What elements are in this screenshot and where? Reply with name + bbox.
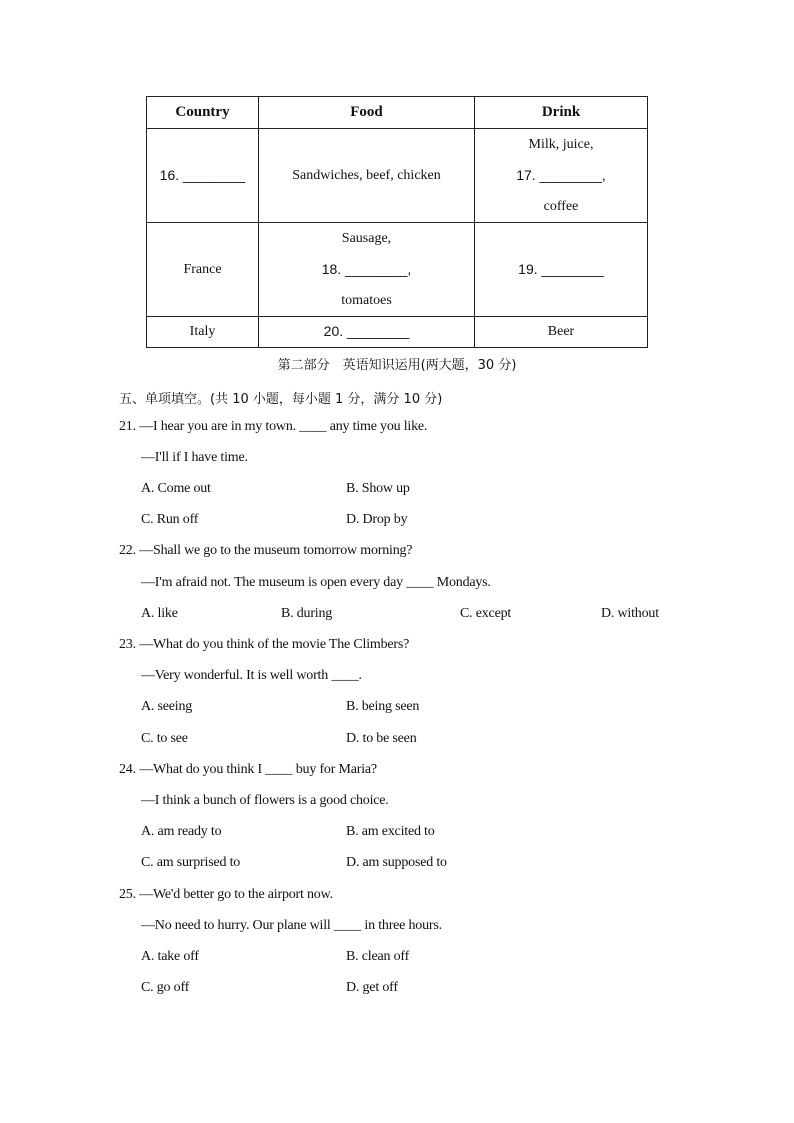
part-title: 第二部分 英语知识运用(两大题，30 分)	[277, 358, 517, 373]
option-c[interactable]: C. to see	[141, 731, 188, 746]
food-cell	[259, 317, 475, 348]
option-c[interactable]: C. Run off	[141, 512, 199, 527]
blank-16: 16. ________	[159, 167, 246, 183]
option-c[interactable]: C. except	[460, 606, 512, 621]
option-d[interactable]: D. get off	[346, 980, 398, 995]
drink-text: coffee	[543, 199, 579, 214]
option-c[interactable]: C. am surprised to	[141, 855, 241, 870]
option-d[interactable]: D. without	[601, 606, 659, 621]
option-a[interactable]: A. take off	[141, 949, 199, 964]
question-reply: —Very wonderful. It is well worth ____.	[141, 668, 362, 683]
table-row	[147, 317, 648, 348]
question-reply: —I'm afraid not. The museum is open every day ____ Mondays.	[141, 575, 491, 590]
question-stem: 22. —Shall we go to the museum tomorrow morning?	[119, 543, 413, 558]
section-title: 五、单项填空。(共 10 小题，每小题 1 分，满分 10 分)	[119, 392, 443, 407]
table-row	[147, 129, 648, 223]
country-cell	[147, 223, 259, 317]
drink-cell	[475, 317, 648, 348]
option-a[interactable]: A. like	[141, 606, 178, 621]
blank-20: 20. ________	[323, 323, 410, 339]
table-row	[147, 223, 648, 317]
question-stem: 23. —What do you think of the movie The Climbers?	[119, 637, 410, 652]
drink-text: Milk, juice,	[528, 137, 594, 152]
food-cell	[259, 129, 475, 223]
header-food: Food	[259, 97, 475, 129]
blank-19: 19. ________	[518, 261, 604, 277]
drink-cell	[475, 129, 648, 223]
country-cell	[147, 317, 259, 348]
blank-18: 18. ________,	[321, 261, 412, 277]
option-d[interactable]: D. am supposed to	[346, 855, 447, 870]
food-text: Sandwiches, beef, chicken	[292, 168, 441, 183]
country-cell	[147, 129, 259, 223]
option-b[interactable]: B. am excited to	[346, 824, 435, 839]
table-header-row	[147, 97, 648, 129]
question-reply: —I think a bunch of flowers is a good choice.	[141, 793, 389, 808]
food-cell	[259, 223, 475, 317]
blank-17: 17. ________,	[516, 167, 606, 183]
option-d[interactable]: D. to be seen	[346, 731, 417, 746]
option-b[interactable]: B. during	[281, 606, 333, 621]
question-reply: —I'll if I have time.	[141, 450, 248, 465]
food-text: tomatoes	[341, 293, 392, 308]
country-text: Italy	[189, 324, 216, 339]
country-text: France	[183, 262, 222, 277]
option-a[interactable]: A. Come out	[141, 481, 211, 496]
question-stem: 21. —I hear you are in my town. ____ any time you like.	[119, 419, 428, 434]
option-b[interactable]: B. Show up	[346, 481, 410, 496]
food-text: Sausage,	[341, 231, 392, 246]
option-b[interactable]: B. being seen	[346, 699, 420, 714]
header-drink: Drink	[475, 97, 648, 129]
header-country: Country	[147, 97, 259, 129]
drink-text: Beer	[547, 324, 575, 339]
question-stem: 25. —We'd better go to the airport now.	[119, 887, 333, 902]
question-reply: —No need to hurry. Our plane will ____ in three hours.	[141, 918, 442, 933]
option-c[interactable]: C. go off	[141, 980, 190, 995]
food-drink-table	[146, 96, 648, 348]
option-b[interactable]: B. clean off	[346, 949, 410, 964]
option-a[interactable]: A. seeing	[141, 699, 193, 714]
question-stem: 24. —What do you think I ____ buy for Maria?	[119, 762, 377, 777]
option-d[interactable]: D. Drop by	[346, 512, 408, 527]
option-a[interactable]: A. am ready to	[141, 824, 222, 839]
drink-cell	[475, 223, 648, 317]
